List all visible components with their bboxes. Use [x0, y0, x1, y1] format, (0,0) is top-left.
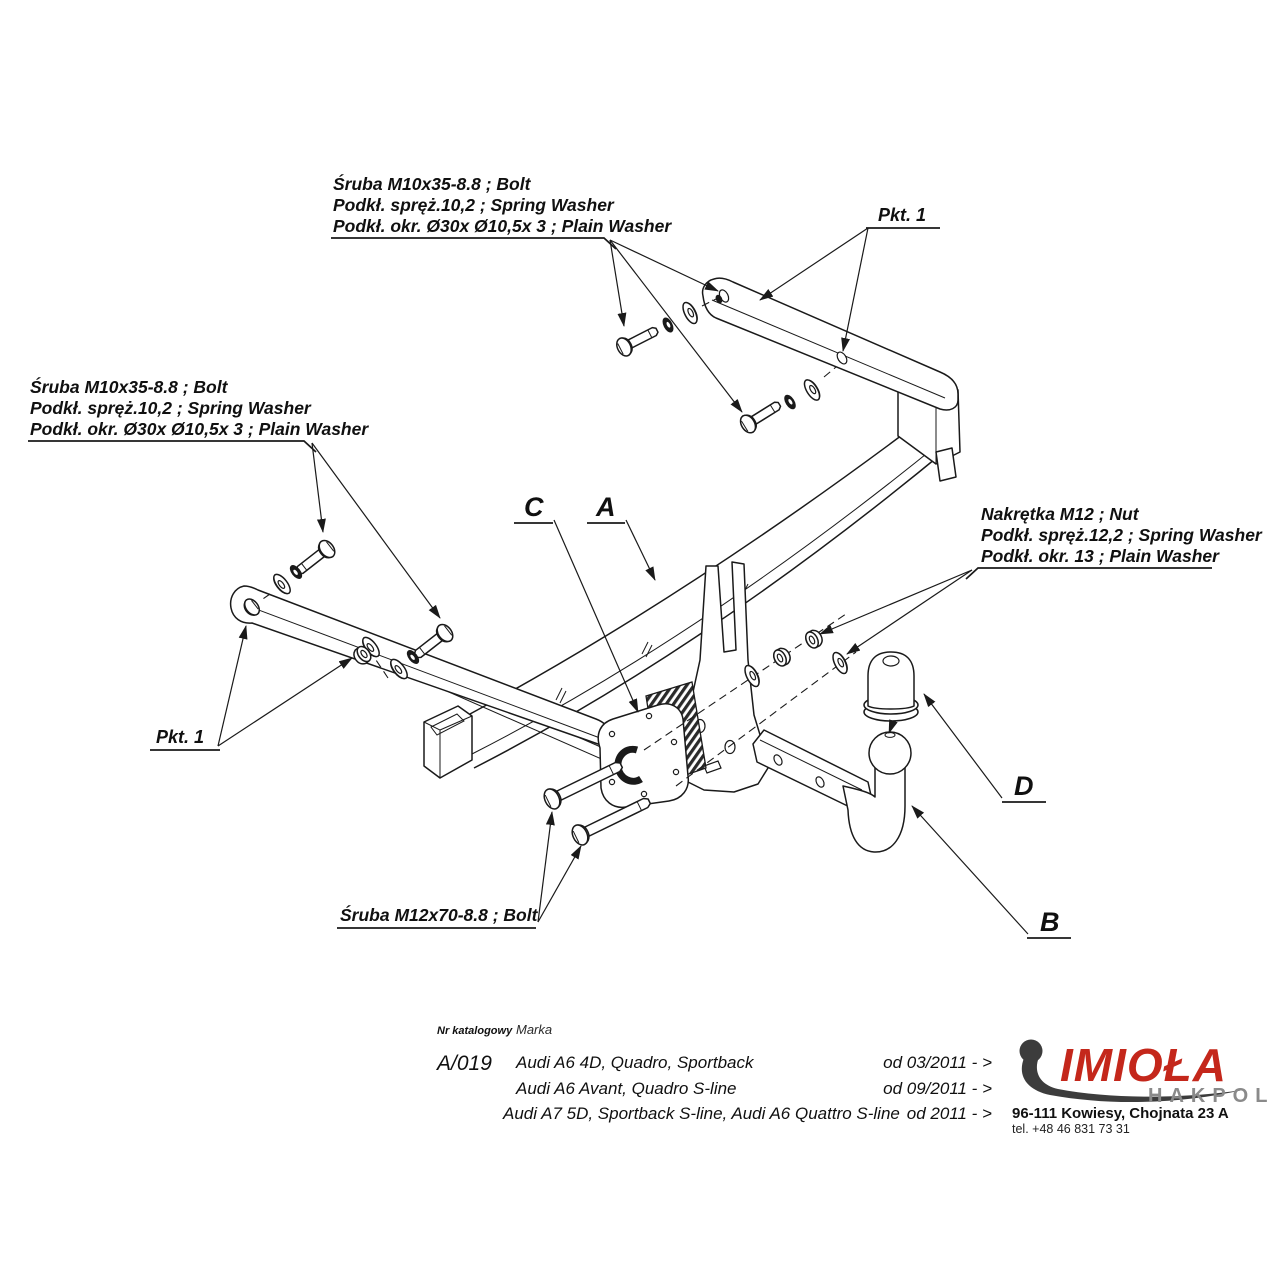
pkt1-label: Pkt. 1: [156, 727, 205, 747]
table-row: [515, 1079, 992, 1098]
spring-washer: [783, 393, 798, 410]
leader-line: [610, 240, 742, 412]
nut-m12: [771, 646, 793, 668]
leader-line: [218, 658, 352, 746]
brand-subname: HAKPOL: [1148, 1085, 1275, 1107]
brand-phone: tel. +48 46 831 73 31: [1012, 1122, 1130, 1136]
leader-line: [847, 570, 972, 654]
callout-line: Podkł. okr. Ø30x Ø10,5x 3 ; Plain Washer: [30, 419, 369, 439]
date-range: od 09/2011 - >: [883, 1079, 992, 1098]
tow-ball: [869, 732, 911, 774]
callout-line: Podkł. okr. 13 ; Plain Washer: [981, 546, 1219, 566]
plate-hole: [673, 769, 678, 774]
nut-m12: [803, 628, 825, 650]
right-bracket-plate: [703, 278, 958, 410]
bolt-m10: [614, 322, 661, 359]
leader-line-d: [924, 694, 1002, 798]
date-range: od 03/2011 - >: [883, 1053, 992, 1072]
ball-assembly: [753, 652, 918, 852]
leader-line: [538, 846, 581, 922]
vehicle-name: Audi A7 5D, Sportback S-line, Audi A6 Quattro S-line: [503, 1104, 900, 1123]
plate-hole: [641, 791, 646, 796]
label-pkt1-top: [866, 205, 940, 228]
callout-underline: [28, 441, 316, 452]
callout-underline: [331, 238, 616, 249]
catalog-number: A/019: [437, 1052, 492, 1075]
table-row: [502, 1104, 992, 1123]
callout-bolt-bottom: [337, 904, 539, 928]
leader-line: [760, 228, 868, 300]
crossbar-left-tube: [424, 706, 472, 778]
leader-line: [312, 443, 440, 618]
leader-lines: [218, 228, 1028, 934]
plate-hole: [609, 779, 614, 784]
leader-line: [610, 240, 624, 326]
label-pkt1-left: [150, 727, 220, 750]
callout-line: Śruba M10x35-8.8 ; Bolt: [30, 377, 228, 397]
plain-washer: [271, 572, 294, 597]
part-label-c: C: [524, 492, 544, 522]
callout-line: Śruba M10x35-8.8 ; Bolt: [333, 174, 531, 194]
plain-washer: [801, 377, 822, 402]
spring-washer: [661, 316, 675, 333]
leader-line: [538, 812, 552, 922]
brand-address: 96-111 Kowiesy, Chojnata 23 A: [1012, 1105, 1229, 1122]
part-label-a: A: [596, 492, 616, 522]
vehicle-name: Audi A6 4D, Quadro, Sportback: [516, 1053, 754, 1072]
table-header-catalog: Nr katalogowy: [437, 1025, 513, 1037]
callout-line: Śruba M12x70-8.8 ; Bolt: [340, 905, 538, 925]
brand-block: [1012, 1039, 1274, 1136]
table-row: [515, 1053, 992, 1072]
callout-line: Nakrętka M12 ; Nut: [981, 504, 1139, 524]
callout-bolt-left: [28, 376, 369, 452]
callout-bolt-top: [331, 173, 672, 249]
part-label-d: D: [1014, 771, 1034, 801]
brand-name: IMIOŁA: [1060, 1039, 1227, 1091]
cover-top-hole: [883, 656, 899, 666]
leader-line: [820, 570, 972, 634]
bolt-m10: [737, 396, 784, 435]
weld-tick: [556, 688, 566, 703]
callout-line: Podkł. spręż.10,2 ; Spring Washer: [30, 398, 311, 418]
application-table: [435, 1022, 992, 1123]
vehicle-name: Audi A6 Avant, Quadro S-line: [516, 1079, 737, 1098]
callout-nut-right: [966, 504, 1263, 579]
leader-line: [843, 228, 868, 351]
pkt1-label: Pkt. 1: [878, 205, 927, 225]
leader-line-b: [912, 806, 1028, 934]
plain-washer: [680, 300, 700, 325]
bolt-hole: [725, 741, 735, 754]
date-range: od 2011 - >: [906, 1104, 992, 1123]
leader-line: [218, 626, 246, 746]
part-label-b: B: [1040, 907, 1060, 937]
callout-underline: [966, 568, 1212, 579]
plate-hole: [609, 731, 614, 736]
crossbar-end-tab: [936, 448, 956, 481]
leader-line-a: [626, 520, 655, 580]
plate-hole: [646, 713, 651, 718]
leader-line: [610, 240, 718, 291]
callout-line: Podkł. spręż.12,2 ; Spring Washer: [981, 525, 1262, 545]
plate-hole: [671, 739, 676, 744]
callout-line: Podkł. spręż.10,2 ; Spring Washer: [333, 195, 614, 215]
right-bracket: [703, 278, 958, 410]
socket-plate-assembly: [598, 682, 706, 807]
callout-line: Podkł. okr. Ø30x Ø10,5x 3 ; Plain Washer: [333, 216, 672, 236]
table-header-brand: Marka: [516, 1022, 553, 1037]
